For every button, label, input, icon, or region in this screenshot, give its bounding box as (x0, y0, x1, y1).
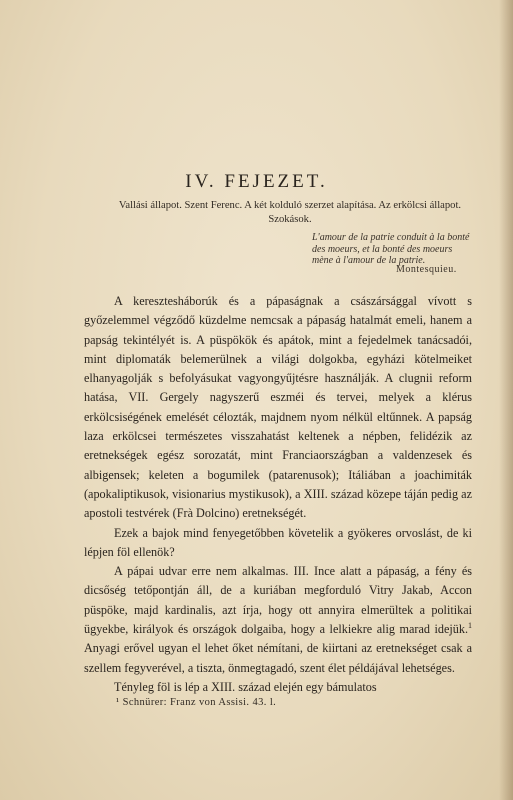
footnote: ¹ Schnürer: Franz von Assisi. 43. l. (116, 697, 277, 708)
paragraph-text: A keresztesháborúk és a pápaságnak a császársággal vívott s győzelemmel végződő küzdelme nemcsak a pápaság hatalmát emeli, hanem a papság tekintélyét is. A püspökök és apátok, mint a fejedelmek tanácsadói, mint diplomaták belemerülnek a világi dolgokba, egyházi kötelmeiket elhanyagolják s befolyásukat vagyongyűjtésre használják. A clugnii reform hatása, VII. Gergely nagyszerű eszméi és tervei, melyek a klérus erkölcsiségének emelését célozták, majdnem nyom nélkül eltűnnek. A papság laza erkölcsei természetes visszahatást keltenek a népben, felidézik az eretnekségek egész sorozatát, mint Franciaországban a valdenzesek és albigensek; keleten a bogumilek (patarenusok); Itáliában a joachimiták (apokaliptikusok, visionarius mystikusok), a XIII. század közepe táján pedig az apostoli testvérek (Frà Dolcino) eretnekségét. (84, 294, 472, 521)
paragraph (84, 524, 472, 563)
epigraph-author: Montesquieu. (396, 264, 457, 275)
paragraph (84, 562, 472, 678)
chapter-summary: Vallási állapot. Szent Ferenc. A két kolduló szerzet alapítása. Az erkölcsi állapot. Szokások. (118, 200, 462, 225)
footnote-marker[interactable]: 1 (468, 620, 472, 630)
page-spine-shadow (499, 0, 513, 800)
chapter-title: IV. FEJEZET. (185, 171, 328, 192)
paragraph-text: Ezek a bajok mind fenyegetőbben követelik a gyökeres orvoslást, de ki lépjen föl ellenök? (84, 525, 472, 559)
paragraph (84, 678, 472, 697)
paragraph-text: A pápai udvar erre nem alkalmas. III. Ince alatt a pápaság, a fény és dicsőség tetőpontján áll, de a kuriában megforduló Vitry Jakab, Accon püspöke, majd kardinalis, azt írja, hogy ott annyira elmerültek a politikai ügyekbe, királyok és országok dolgaiba, hogy a lelkiekre alig marad idejük. (84, 564, 472, 637)
paragraph-text: Tényleg föl is lép a XIII. század elején egy bámulatos (114, 679, 377, 694)
paragraph-text: Anyagi erővel ugyan el lehet őket némítani, de kiirtani az eretnekséget csak a szellem fegyverével, a tiszta, önmegtagadó, szent élet példájával lehetséges. (84, 641, 472, 675)
body-text (84, 292, 472, 697)
paragraph (84, 292, 472, 524)
epigraph-quote: L'amour de la patrie conduit à la bonté des moeurs, et la bonté des moeurs mène à l'amour de la patrie. (312, 232, 470, 266)
